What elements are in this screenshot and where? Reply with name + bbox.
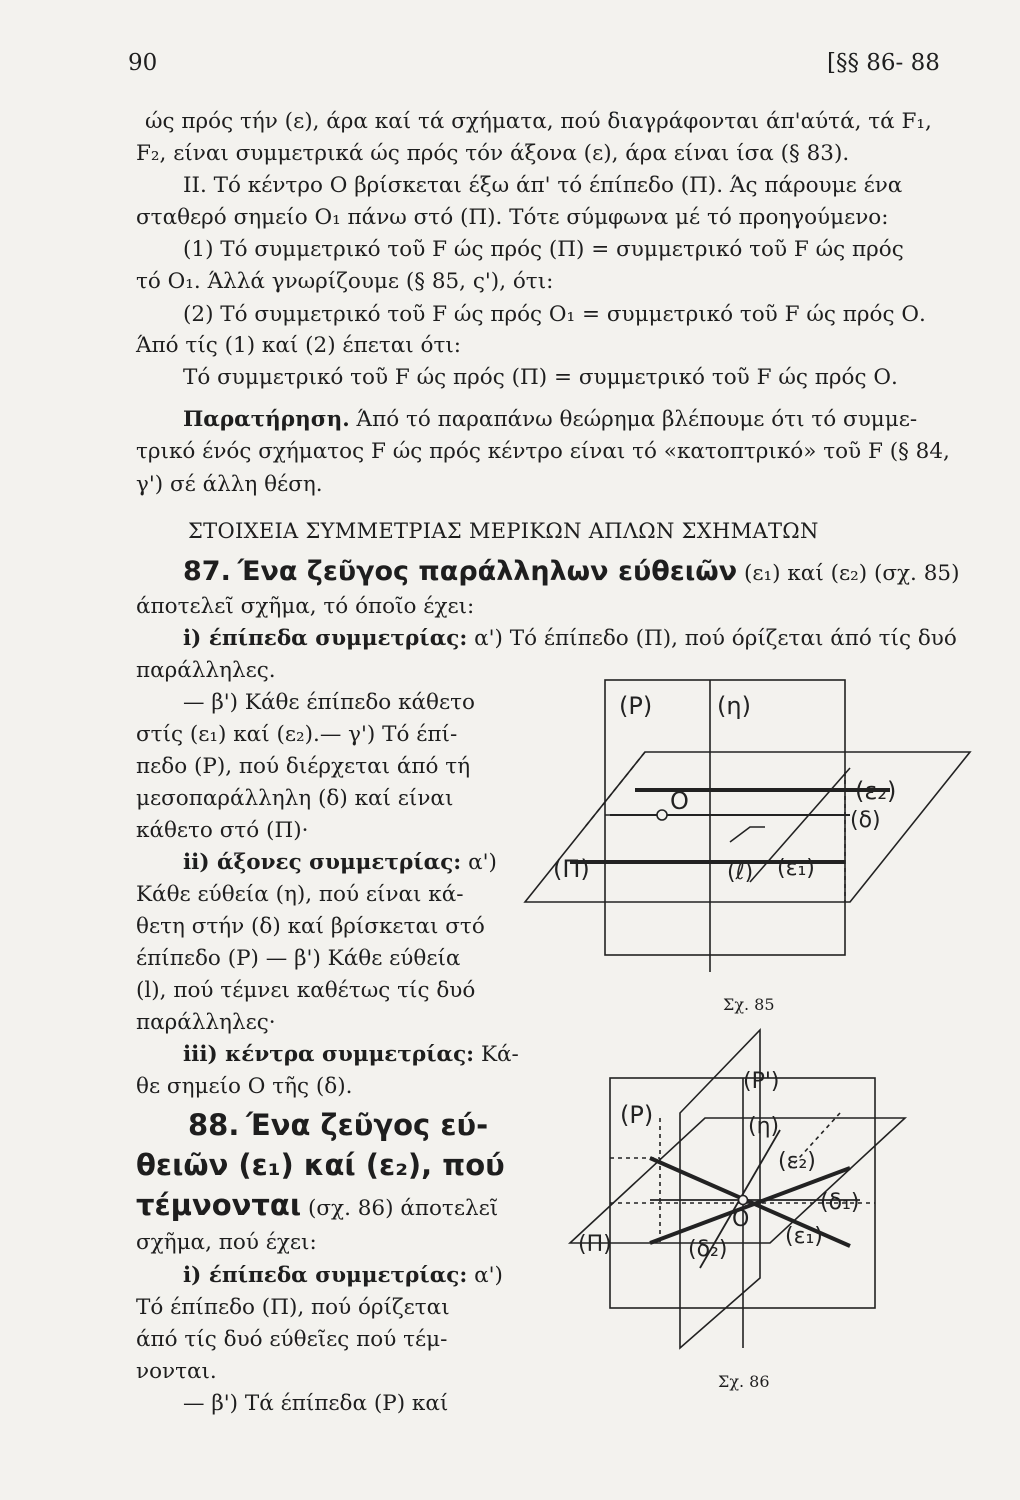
text-line: τό Ο₁. Άλλά γνωρίζουμε (§ 85, ς'), ότι: (136, 269, 554, 294)
section-87-heading (183, 558, 959, 585)
text-line: θετη στήν (δ) καί βρίσκεται στό (136, 914, 485, 939)
text-line: παράλληλες. (136, 658, 276, 683)
fig85-label-l: (ℓ) (727, 860, 754, 885)
chapter-title: ΣΤΟΙΧΕΙΑ ΣΥΜΜΕΤΡΙΑΣ ΜΕΡΙΚΩΝ ΑΠΛΩΝ ΣΧΗΜΑΤΩΝ (188, 519, 819, 543)
text-line: Τό συμμετρικό τοῦ F ώς πρός (Π) = συμμετρικό τοῦ F ώς πρός Ο. (183, 365, 898, 390)
point-o (657, 810, 667, 820)
fig85-label-e1: (ε₁) (777, 856, 815, 881)
item-label: ii) άξονες συμμετρίας: (183, 850, 462, 875)
text-line: F₂, είναι συμμετρικά ώς πρός τόν άξονα (ε), άρα είναι ίσα (§ 83). (136, 141, 850, 166)
remark-line: τρικό ένός σχήματος F ώς πρός κέντρο είναι τό «κατοπτρικό» τοῦ F (§ 84, (136, 439, 950, 464)
fig86-label-pi: (Π) (578, 1232, 612, 1257)
fig86-label-p: (P) (620, 1101, 654, 1129)
fig86-label-o: O (732, 1207, 750, 1232)
right-angle-mark (730, 827, 765, 842)
section-reference: [§§ 86- 88 (827, 50, 940, 76)
fig85-label-pi: (Π) (553, 855, 590, 883)
plane-p-outline (605, 680, 845, 955)
text-line: (2) Τό συμμετρικό τοῦ F ώς πρός Ο₁ = συμμετρικό τοῦ F ώς πρός Ο. (183, 302, 926, 327)
text-line: Κάθε εύθεία (η), πού είναι κά- (136, 882, 464, 907)
text-line: Τό έπίπεδο (Π), πού όρίζεται (136, 1295, 450, 1320)
item-text: Κά- (474, 1042, 519, 1067)
section-title-line (136, 1188, 499, 1222)
text-line: έπίπεδο (Ρ) — β') Κάθε εύθεία (136, 946, 461, 971)
fig85-label-e2: (ε₂) (855, 777, 897, 805)
figure-86 (560, 1018, 980, 1368)
section-number: 88. (188, 1108, 240, 1142)
item-text: α') Τό έπίπεδο (Π), πού όρίζεται άπό τίς δυό (467, 626, 957, 651)
text-line: II. Τό κέντρο Ο βρίσκεται έξω άπ' τό έπίπεδο (Π). Άς πάρουμε ένα (183, 173, 903, 198)
section-title-line: θειῶν (ε₁) καί (ε₂), πού (136, 1148, 505, 1182)
section-title: Ένα ζεῦγος παράλληλων εύθειῶν (237, 556, 738, 587)
item-label: i) έπίπεδα συμμετρίας: (183, 626, 468, 651)
figure-85-caption: Σχ. 85 (723, 995, 775, 1014)
fig85-label-o: O (670, 787, 689, 815)
item-label: i) έπίπεδα συμμετρίας: (183, 1263, 468, 1288)
text-line: μεσοπαράλληλη (δ) καί είναι (136, 786, 454, 811)
fig86-label-p-prime: (P') (743, 1069, 780, 1094)
text-line (183, 852, 497, 874)
text-line: άποτελεῖ σχῆμα, τό όποῖο έχει: (136, 594, 475, 619)
fig86-label-d2: (δ₂) (688, 1237, 728, 1262)
text-line (183, 1265, 503, 1287)
fig85-label-p: (P) (619, 692, 653, 720)
text-line: ώς πρός τήν (ε), άρα καί τά σχήματα, πού διαγράφονται άπ'αύτά, τά F₁, (145, 109, 932, 134)
text-line (183, 1044, 519, 1066)
text-line: νονται. (136, 1359, 217, 1384)
point-o (739, 1196, 748, 1205)
item-text: α') (461, 850, 497, 875)
section-title-rest: (ε₁) καί (ε₂) (σχ. 85) (737, 561, 960, 586)
item-text: α') (467, 1263, 503, 1288)
text-line: — β') Κάθε έπίπεδο κάθετο (183, 690, 475, 715)
text-line: πεδο (Ρ), πού διέρχεται άπό τή (136, 754, 471, 779)
remark-label: Παρατήρηση. (183, 407, 350, 432)
section-title-rest: (σχ. 86) άποτελεῖ (301, 1196, 499, 1221)
section-88-heading (188, 1108, 489, 1142)
text-line: κάθετο στό (Π)· (136, 818, 309, 843)
fig86-label-eta: (η) (748, 1114, 780, 1139)
figure-86-caption: Σχ. 86 (718, 1372, 770, 1391)
fig86-label-d1: (δ₁) (820, 1190, 860, 1215)
fig85-label-eta: (η) (717, 692, 751, 720)
fig86-label-e1: (ε₁) (785, 1224, 823, 1249)
text-line: (1) Τό συμμετρικό τοῦ F ώς πρός (Π) = συμμετρικό τοῦ F ώς πρός (183, 237, 904, 262)
section-title: Ένα ζεῦγος εύ- (246, 1108, 489, 1142)
text-line: άπό τίς δυό εύθεῖες πού τέμ- (136, 1327, 448, 1352)
text-line: θε σημείο Ο τῆς (δ). (136, 1074, 353, 1099)
text-line: σταθερό σημείο Ο₁ πάνω στό (Π). Τότε σύμφωνα μέ τό προηγούμενο: (136, 205, 889, 230)
fig85-label-d: (δ) (850, 808, 881, 833)
remark-text: Άπό τό παραπάνω θεώρημα βλέπουμε ότι τό συμμε- (349, 407, 918, 432)
remark-line: γ') σέ άλλη θέση. (136, 472, 323, 497)
fig86-label-e2: (ε₂) (778, 1149, 816, 1174)
text-line (183, 628, 957, 650)
text-line: (l), πού τέμνει καθέτως τίς δυό (136, 978, 476, 1003)
text-line: σχῆμα, πού έχει: (136, 1230, 317, 1255)
text-line: — β') Τά έπίπεδα (Ρ) καί (183, 1391, 449, 1416)
page-number: 90 (128, 50, 158, 76)
section-title: τέμνονται (136, 1188, 302, 1222)
item-label: iii) κέντρα συμμετρίας: (183, 1042, 475, 1067)
remark-line (183, 409, 917, 431)
figure-85 (505, 672, 985, 992)
section-number: 87. (183, 556, 231, 587)
text-line: στίς (ε₁) καί (ε₂).— γ') Τό έπί- (136, 722, 458, 747)
text-line: Άπό τίς (1) καί (2) έπεται ότι: (136, 333, 462, 358)
text-line: παράλληλες· (136, 1010, 276, 1035)
